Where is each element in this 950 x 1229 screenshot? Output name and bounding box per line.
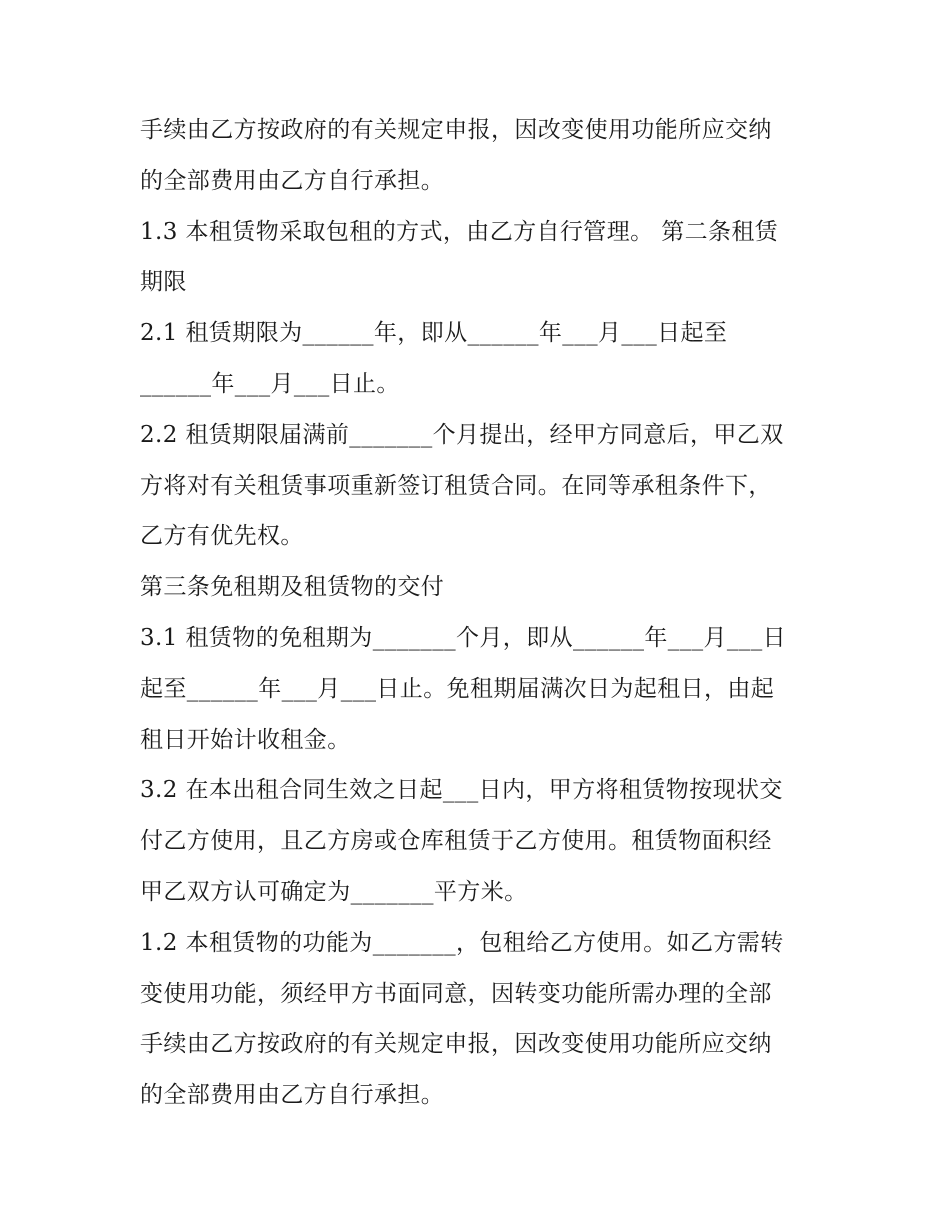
text-line: 起至______年___月___日止。免租期届满次日为起租日，由起 bbox=[140, 675, 775, 702]
text-line: 甲乙双方认可确定为_______平方米。 bbox=[140, 878, 528, 905]
text-line: 期限 bbox=[140, 269, 187, 296]
text-line: 手续由乙方按政府的有关规定申报，因改变使用功能所应交纳 bbox=[140, 117, 772, 143]
text-line: ______年___月___日止。 bbox=[140, 370, 400, 397]
text-line: 手续由乙方按政府的有关规定申报，因改变使用功能所应交纳 bbox=[140, 1031, 772, 1058]
text-line: 付乙方使用，且乙方房或仓库租赁于乙方使用。租赁物面积经 bbox=[140, 828, 772, 855]
text-line: 1.2 本租赁物的功能为_______，包租给乙方使用。如乙方需转 bbox=[140, 929, 784, 956]
text-line: 3.2 在本出租合同生效之日起___日内，甲方将租赁物按现状交 bbox=[140, 777, 783, 804]
text-line: 2.1 租赁期限为______年，即从______年___月___日起至 bbox=[140, 320, 728, 347]
text-line: 变使用功能，须经甲方书面同意，因转变功能所需办理的全部 bbox=[140, 980, 772, 1007]
section-heading: 第三条免租期及租赁物的交付 bbox=[140, 574, 445, 601]
text-line: 的全部费用由乙方自行承担。 bbox=[140, 1082, 445, 1109]
text-line: 的全部费用由乙方自行承担。 bbox=[140, 167, 445, 194]
text-line: 租日开始计收租金。 bbox=[140, 726, 351, 753]
text-line: 乙方有优先权。 bbox=[140, 523, 304, 550]
text-line: 方将对有关租赁事项重新签订租赁合同。在同等承租条件下， bbox=[140, 472, 772, 499]
text-line: 3.1 租赁物的免租期为_______个月，即从______年___月___日 bbox=[140, 624, 786, 651]
text-line: 2.2 租赁期限届满前_______个月提出，经甲方同意后，甲乙双 bbox=[140, 421, 784, 448]
text-line: 1.3 本租赁物采取包租的方式，由乙方自行管理。 第二条租赁 bbox=[140, 218, 779, 245]
